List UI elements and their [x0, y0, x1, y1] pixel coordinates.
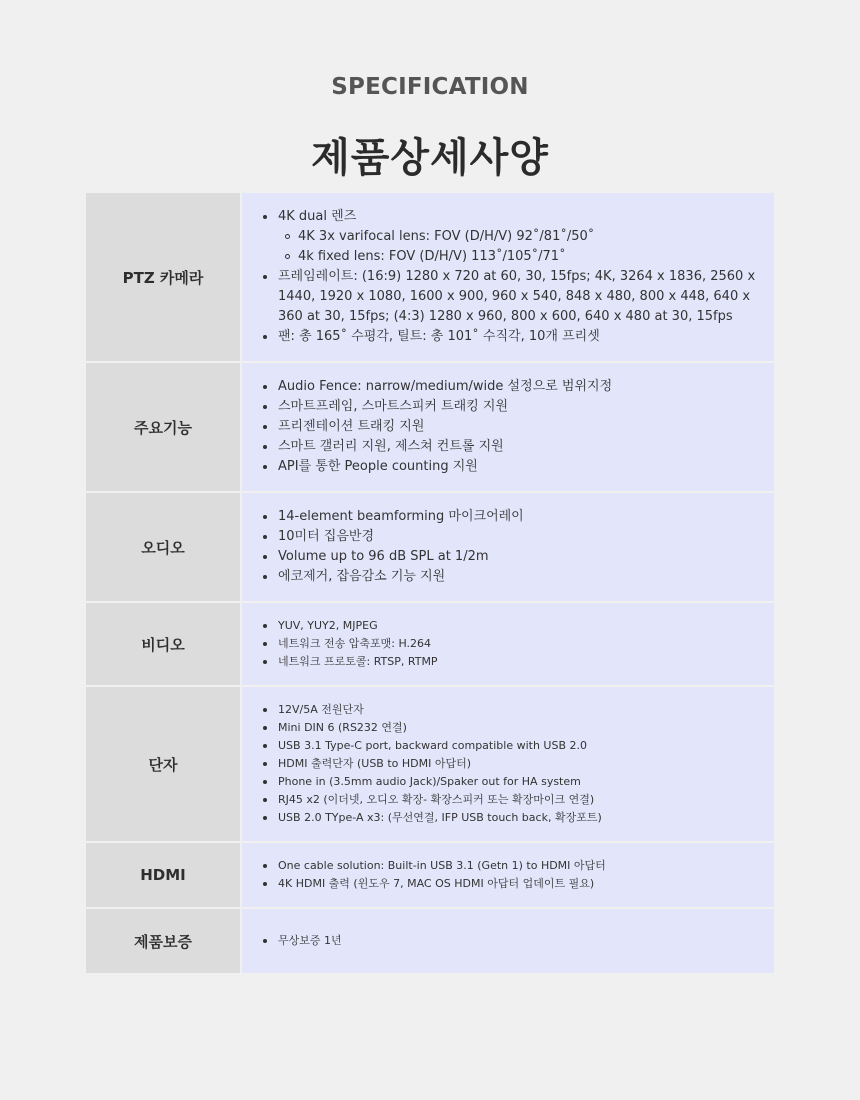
list-item: API를 통한 People counting 지원 [278, 457, 762, 477]
list-item: 10미터 집음반경 [278, 527, 762, 547]
list-item: 무상보증 1년 [278, 932, 762, 950]
list-item: 에코제거, 잡음감소 기능 지원 [278, 567, 762, 587]
spec-list [278, 377, 762, 477]
spec-list [278, 507, 762, 587]
spec-row-ports [86, 687, 774, 841]
section-eyebrow: SPECIFICATION [331, 74, 529, 100]
list-item: 스마트 갤러리 지원, 제스쳐 컨트롤 지원 [278, 437, 762, 457]
list-item: Volume up to 96 dB SPL at 1/2m [278, 547, 762, 567]
spec-list [278, 857, 762, 893]
spec-label: 단자 [86, 687, 240, 841]
spec-content [242, 363, 774, 491]
spec-label: 주요기능 [86, 363, 240, 491]
spec-label: HDMI [86, 843, 240, 907]
spec-content [242, 687, 774, 841]
list-item: 4K HDMI 출력 (윈도우 7, MAC OS HDMI 아답터 업데이트 필요) [278, 875, 762, 893]
list-item: RJ45 x2 (이더넷, 오디오 확장- 확장스피커 또는 확장마이크 연결) [278, 791, 762, 809]
spec-content [242, 493, 774, 601]
spec-label: 제품보증 [86, 909, 240, 973]
list-item: 14-element beamforming 마이크어레이 [278, 507, 762, 527]
spec-table [86, 193, 774, 975]
spec-content [242, 909, 774, 973]
spec-content [242, 603, 774, 685]
list-item: YUV, YUY2, MJPEG [278, 617, 762, 635]
list-item: USB 3.1 Type-C port, backward compatible with USB 2.0 [278, 737, 762, 755]
list-item: Audio Fence: narrow/medium/wide 설정으로 범위지정 [278, 377, 762, 397]
list-item: 프리젠테이션 트래킹 지원 [278, 417, 762, 437]
spec-list [278, 617, 762, 671]
spec-row-warranty [86, 909, 774, 973]
list-item: 팬: 총 165˚ 수평각, 틸트: 총 101˚ 수직각, 10개 프리셋 [278, 327, 762, 347]
spec-label: PTZ 카메라 [86, 193, 240, 361]
spec-content [242, 843, 774, 907]
list-item: 네트워크 전송 압축포맷: H.264 [278, 635, 762, 653]
list-item: HDMI 출력단자 (USB to HDMI 아답터) [278, 755, 762, 773]
spec-label: 비디오 [86, 603, 240, 685]
list-subitem: 4k fixed lens: FOV (D/H/V) 113˚/105˚/71˚ [278, 247, 762, 267]
list-item: 네트워크 프로토콜: RTSP, RTMP [278, 653, 762, 671]
spec-row-ptz-camera [86, 193, 774, 361]
spec-label: 오디오 [86, 493, 240, 601]
list-item: 12V/5A 전원단자 [278, 701, 762, 719]
spec-list [278, 701, 762, 827]
spec-content [242, 193, 774, 361]
spec-list [278, 207, 762, 347]
spec-row-hdmi [86, 843, 774, 907]
list-item: 프레임레이트: (16:9) 1280 x 720 at 60, 30, 15fps; 4K, 3264 x 1836, 2560 x 1440, 1920 x 1080, 1600 x 900, 960 x 540, 848 x 480, 800 x 448, 640 x 360 at 30, 15fps; (4:3) 1280 x 960, 800 x 600, 640 x 480 at 30, 15fps [278, 267, 762, 327]
page-title: 제품상세사양 [311, 135, 549, 181]
list-item: Mini DIN 6 (RS232 연결) [278, 719, 762, 737]
spec-row-features [86, 363, 774, 491]
list-item: One cable solution: Built-in USB 3.1 (Getn 1) to HDMI 아답터 [278, 857, 762, 875]
list-item: Phone in (3.5mm audio Jack)/Spaker out for HA system [278, 773, 762, 791]
spec-list [278, 932, 762, 950]
list-item: 4K dual 렌즈 [278, 207, 762, 227]
list-subitem: 4K 3x varifocal lens: FOV (D/H/V) 92˚/81˚/50˚ [278, 227, 762, 247]
spec-row-audio [86, 493, 774, 601]
list-item: 스마트프레임, 스마트스피커 트래킹 지원 [278, 397, 762, 417]
spec-row-video [86, 603, 774, 685]
list-item: USB 2.0 TYpe-A x3: (무선연결, IFP USB touch back, 확장포트) [278, 809, 762, 827]
